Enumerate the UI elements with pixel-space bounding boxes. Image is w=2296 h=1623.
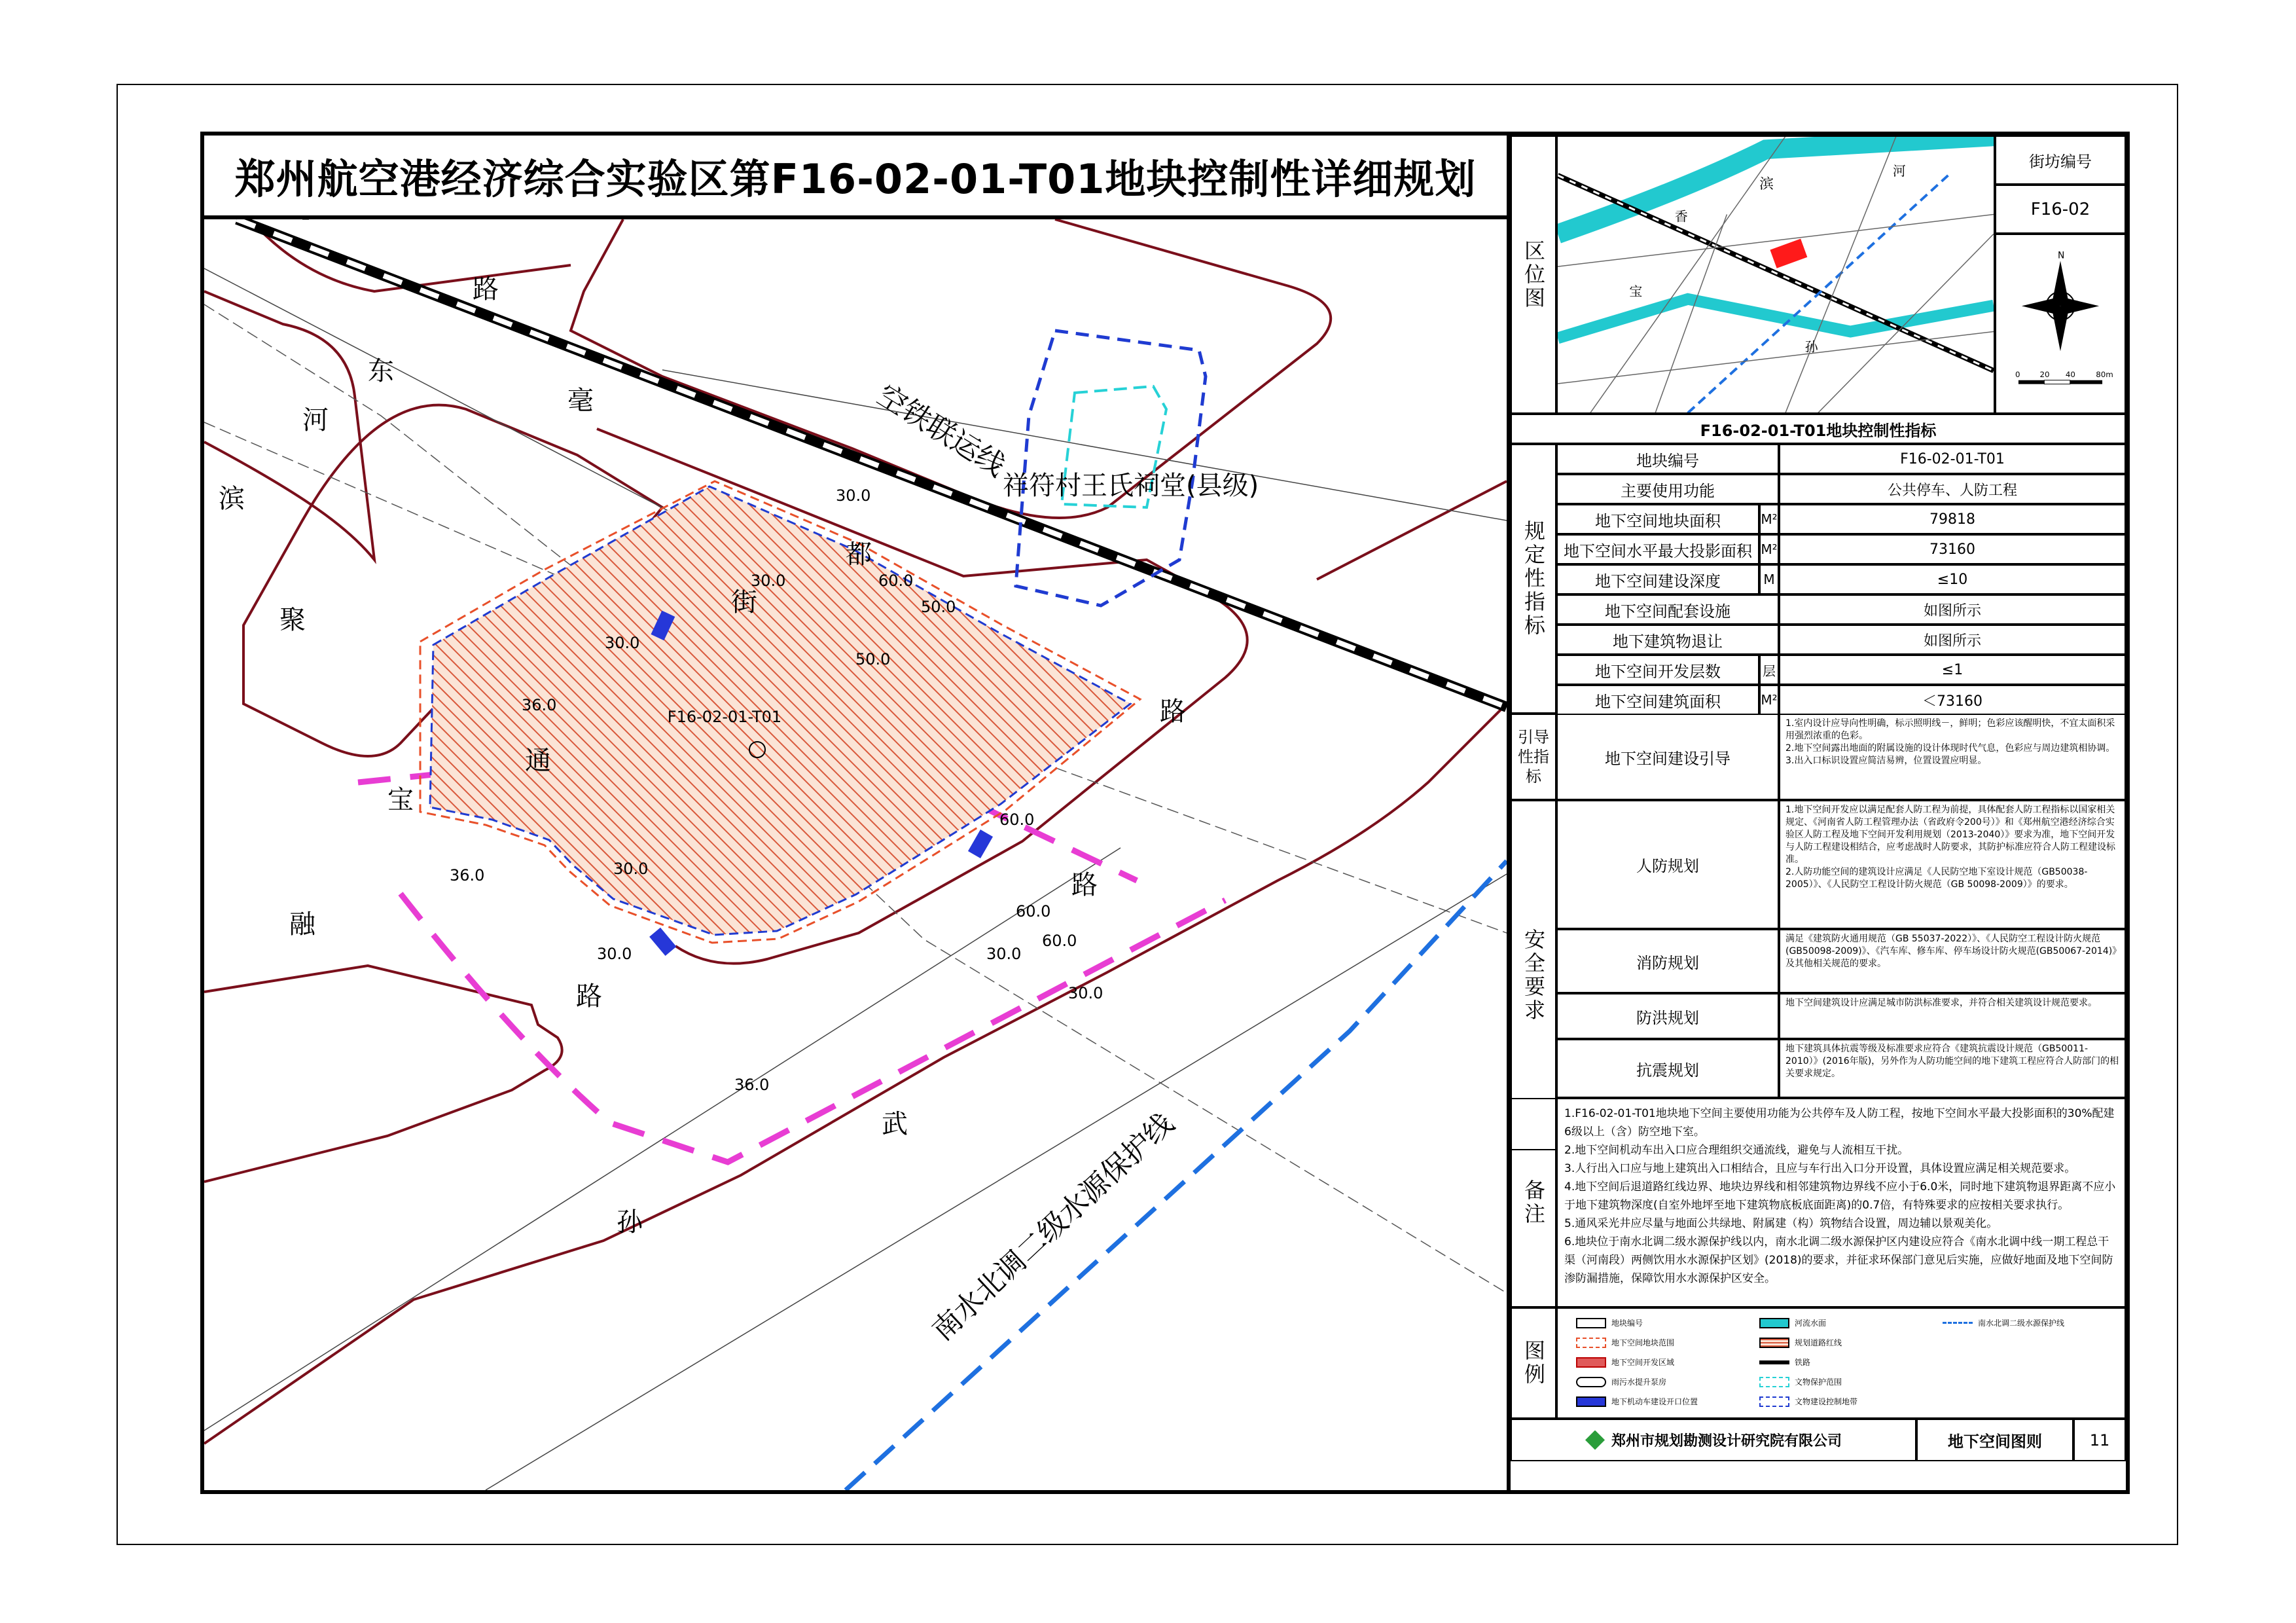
loc-map-label: 滨	[1759, 175, 1774, 192]
road-char: 宝	[387, 785, 414, 815]
legend-swatch	[1576, 1338, 1606, 1348]
page-label: 地下空间图则	[1916, 1419, 2073, 1461]
page-number: 11	[2073, 1419, 2126, 1461]
road-char: 毫	[567, 386, 594, 416]
legend-text: 地块编号	[1611, 1319, 1643, 1328]
indicator-unit: M²	[1759, 504, 1779, 534]
indicator-unit: 层	[1759, 655, 1779, 685]
remarks-label: 备注	[1511, 1098, 1556, 1307]
remark-line: 3.人行出入口应与地上建筑出入口相结合，且应与车行出入口分开设置，具体设置应满足相关规范要求。	[1564, 1162, 2076, 1175]
indicator-name: 地下空间建筑面积	[1556, 685, 1759, 715]
road-char: 路	[1160, 697, 1186, 727]
block-code-label: 街坊编号	[1995, 136, 2126, 185]
legend-text: 规划道路红线	[1795, 1338, 1842, 1347]
dimension: 30.0	[613, 860, 649, 878]
indicator-name: 地下空间水平最大投影面积	[1556, 534, 1759, 564]
north-scale	[1995, 234, 2126, 414]
dimension: 36.0	[734, 1076, 770, 1094]
indicator-value: 如图所示	[1779, 594, 2126, 625]
road-char: 路	[576, 981, 602, 1012]
legend-item	[1759, 1376, 1842, 1387]
indicator-value: ＜73160	[1779, 685, 2126, 715]
legend-swatch	[1759, 1338, 1789, 1348]
heritage-control-zone	[1016, 331, 1206, 606]
dimension: 60.0	[999, 811, 1035, 829]
road-char: 滨	[219, 484, 245, 514]
main-map	[204, 219, 1507, 1490]
legend-item	[1943, 1317, 2064, 1328]
dimension: 30.0	[1068, 984, 1103, 1002]
water-protection-line	[846, 861, 1507, 1490]
legend-swatch	[1759, 1360, 1789, 1364]
railway-label: 空铁联运线	[871, 378, 1011, 483]
dimension: 30.0	[986, 945, 1022, 963]
guidance-section-label: 引导性指标	[1511, 714, 1556, 800]
legend-swatch	[1759, 1396, 1789, 1407]
dimension: 30.0	[836, 486, 871, 505]
legend-text: 雨污水提升泵房	[1611, 1377, 1667, 1387]
remark-line: 6.地块位于南水北调二级水源保护线以内，南水北调二级水源保护区内建设应符合《南水北调中线一期工程总干渠（河南段）两侧饮用水水源保护区划》(2018)的要求，并征求环保部门意见后实施，应做好地面及地下空间防渗防漏措施，保障饮用水水源保护区安全。	[1564, 1235, 2113, 1285]
guidance-name: 地下空间建设引导	[1556, 714, 1779, 800]
scale-tick: 80m	[2096, 369, 2113, 379]
road-char: 路	[1071, 870, 1098, 900]
road-char: 聚	[279, 605, 306, 635]
block-code-value: F16-02	[1995, 185, 2126, 234]
remark-line: 1.F16-02-01-T01地块地下空间主要使用功能为公共停车及人防工程，按地下空间水平最大投影面积的30%配建6级以上（含）防空地下室。	[1564, 1107, 2115, 1139]
legend-swatch	[1759, 1377, 1789, 1387]
safety-item-name: 消防规划	[1556, 929, 1779, 993]
indicator-name: 地下建筑物退让	[1556, 625, 1779, 655]
legend-text: 文物保护范围	[1795, 1377, 1842, 1387]
indicator-name: 地下空间配套设施	[1556, 594, 1779, 625]
indicator-value: ≤10	[1779, 564, 2126, 594]
dimension: 60.0	[878, 572, 914, 590]
legend-text: 南水北调二级水源保护线	[1978, 1319, 2065, 1328]
scale-tick: 20	[2039, 369, 2050, 379]
legend-item	[1576, 1317, 1643, 1328]
indicator-name: 地下空间建设深度	[1556, 564, 1759, 594]
remark-line: 2.地下空间机动车出入口应合理组织交通流线，避免与人流相互干扰。	[1564, 1144, 1909, 1157]
legend-swatch	[1576, 1357, 1606, 1368]
legend-swatch	[1759, 1318, 1789, 1328]
indicator-unit: M²	[1759, 534, 1779, 564]
scale-tick: 0	[2015, 369, 2020, 379]
road-char: 通	[525, 746, 551, 776]
loc-map-label: 孙	[1804, 339, 1818, 355]
location-map-svg	[1558, 136, 1994, 414]
legend-item	[1576, 1357, 1674, 1368]
dimension: 50.0	[855, 650, 891, 668]
safety-section-label: 安全要求	[1511, 800, 1556, 1150]
loc-map-label: 宝	[1629, 283, 1643, 299]
legend-swatch	[1576, 1318, 1606, 1328]
dimension: 30.0	[597, 945, 632, 963]
legend-item	[1759, 1337, 1842, 1348]
legend-item	[1759, 1396, 1857, 1407]
indicator-name: 主要使用功能	[1556, 474, 1779, 504]
legend-text: 地下机动车建设开口位置	[1611, 1397, 1698, 1406]
water-line-label: 南水北调二级水源保护线	[925, 1106, 1181, 1348]
indicator-value: 公共停车、人防工程	[1779, 474, 2126, 504]
dimension: 30.0	[751, 572, 786, 590]
legend-swatch	[1943, 1322, 1973, 1324]
north-label: N	[2058, 250, 2065, 261]
dimension: 50.0	[921, 598, 956, 616]
indicator-value: F16-02-01-T01	[1779, 444, 2126, 474]
institute-logo-icon	[1585, 1431, 1605, 1450]
safety-item-name: 抗震规划	[1556, 1039, 1779, 1098]
legend-text: 铁路	[1795, 1358, 1811, 1367]
institute-name: 郑州市规划勘测设计研究院有限公司	[1611, 1433, 1842, 1450]
safety-item-text: 地下空间建筑设计应满足城市防洪标准要求，并符合相关建筑设计规范要求。	[1779, 993, 2126, 1039]
remark-line: 4.地下空间后退道路红线边界、地块边界线和相邻建筑物边界线不应小于6.0米，同时地下建筑物退界距离不应小于地下建筑物深度(自室外地坪至地下建筑物底板底面距离)的0.7倍，有特殊要求的应按相关要求执行。	[1564, 1180, 2116, 1212]
main-map-svg	[204, 219, 1507, 1490]
parcel-label: F16-02-01-T01	[667, 708, 782, 726]
legend-label: 图例	[1511, 1307, 1556, 1419]
indicator-name: 地块编号	[1556, 444, 1779, 474]
road-char: 融	[289, 909, 315, 939]
road-char: 东	[368, 356, 394, 386]
road-char: 孙	[617, 1207, 643, 1237]
indicator-unit: M	[1759, 564, 1779, 594]
safety-item-name: 防洪规划	[1556, 993, 1779, 1039]
road-char: 河	[302, 405, 329, 435]
legend-text: 地下空间地块范围	[1611, 1338, 1675, 1347]
legend-item	[1576, 1396, 1698, 1407]
safety-item-name: 人防规划	[1556, 800, 1779, 929]
road-char: 路	[473, 274, 499, 304]
indicator-name: 地下空间开发层数	[1556, 655, 1759, 685]
location-map-label: 区位图	[1511, 136, 1556, 414]
legend-text: 河流水面	[1795, 1319, 1827, 1328]
location-map	[1556, 136, 1995, 414]
institute	[1511, 1419, 1916, 1461]
loc-map-label: 香	[1674, 209, 1688, 225]
legend-item	[1576, 1376, 1666, 1387]
dimension: 60.0	[1042, 932, 1077, 950]
legend-text: 文物建设控制地带	[1795, 1397, 1858, 1406]
remark-line: 5.通风采光井应尽量与地面公共绿地、附属建（构）筑物结合设置，周边辅以景观美化。	[1564, 1217, 1998, 1230]
indicator-value: 79818	[1779, 504, 2126, 534]
sheet-title: 郑州航空港经济综合实验区第F16-02-01-T01地块控制性详细规划	[204, 136, 1507, 219]
indicator-value: ≤1	[1779, 655, 2126, 685]
indicator-value: 73160	[1779, 534, 2126, 564]
legend-item	[1759, 1357, 1810, 1368]
dimension: 60.0	[1016, 902, 1051, 921]
dimension: 30.0	[605, 634, 640, 652]
legend-swatch	[1576, 1396, 1606, 1407]
info-panel	[1511, 136, 2126, 1490]
road-char: 都	[846, 539, 872, 570]
loc-map-label: 河	[1892, 163, 1906, 179]
mandatory-section-label: 规定性指标	[1511, 444, 1556, 714]
road-char: 街	[731, 587, 757, 617]
indicator-name: 地下空间地块面积	[1556, 504, 1759, 534]
indicators-title: F16-02-01-T01地块控制性指标	[1511, 414, 2126, 444]
road-char: 武	[882, 1109, 908, 1139]
guidance-text: 1.室内设计应导向性明确，标示照明线－，鲜明；色彩应该醒明快，不宜太面积采用强烈浓重的色彩。 2.地下空间露出地面的附属设施的设计体现时代气息，色彩应与周边建筑相协调。 3.出入口标识设置应简洁易辨，位置设置应明显。	[1779, 714, 2126, 800]
dimension: 36.0	[522, 696, 557, 714]
safety-item-text: 地下建筑具体抗震等级及标准要求应符合《建筑抗震设计规范（GB50011-2010）》(2016年版)，另外作为人防功能空间的地下建筑工程应符合人防部门的相关要求规定。	[1779, 1039, 2126, 1098]
legend-text: 地下空间开发区域	[1611, 1358, 1675, 1367]
remarks-list	[1556, 1098, 2126, 1307]
scale-tick: 40	[2065, 369, 2075, 379]
legend-item	[1759, 1317, 1826, 1328]
safety-item-text: 满足《建筑防火通用规范（GB 55037-2022）》、《人民防空工程设计防火规范(GB50098-2009)》、《汽车库、修车库、停车场设计防火规范(GB50067-2014)》及其他相关规范的要求。	[1779, 929, 2126, 993]
dimension: 36.0	[450, 866, 485, 884]
heritage-label: 祥符村王氏祠堂(县级)	[1003, 471, 1259, 501]
indicator-value: 如图所示	[1779, 625, 2126, 655]
indicator-unit: M²	[1759, 685, 1779, 715]
legend-item	[1576, 1337, 1674, 1348]
north-arrow-icon	[1995, 235, 2126, 412]
safety-item-text: 1.地下空间开发应以满足配套人防工程为前提，具体配套人防工程指标以国家相关规定、《河南省人防工程管理办法（省政府令200号）》和《郑州航空港经济综合实验区人防工程及地下空间开发利用规划（2013-2040）》要求为准，地下空间开发与人防工程建设相结合，应考虑战时人防要求，其防护标准应符合人防工程建设标准。 2.人防功能空间的建筑设计应满足《人民防空地下室设计规范（GB50038-2005）》、《人民防空工程设计防火规范（GB 50098-2009）》的要求。	[1779, 800, 2126, 929]
legend-swatch	[1576, 1377, 1606, 1387]
